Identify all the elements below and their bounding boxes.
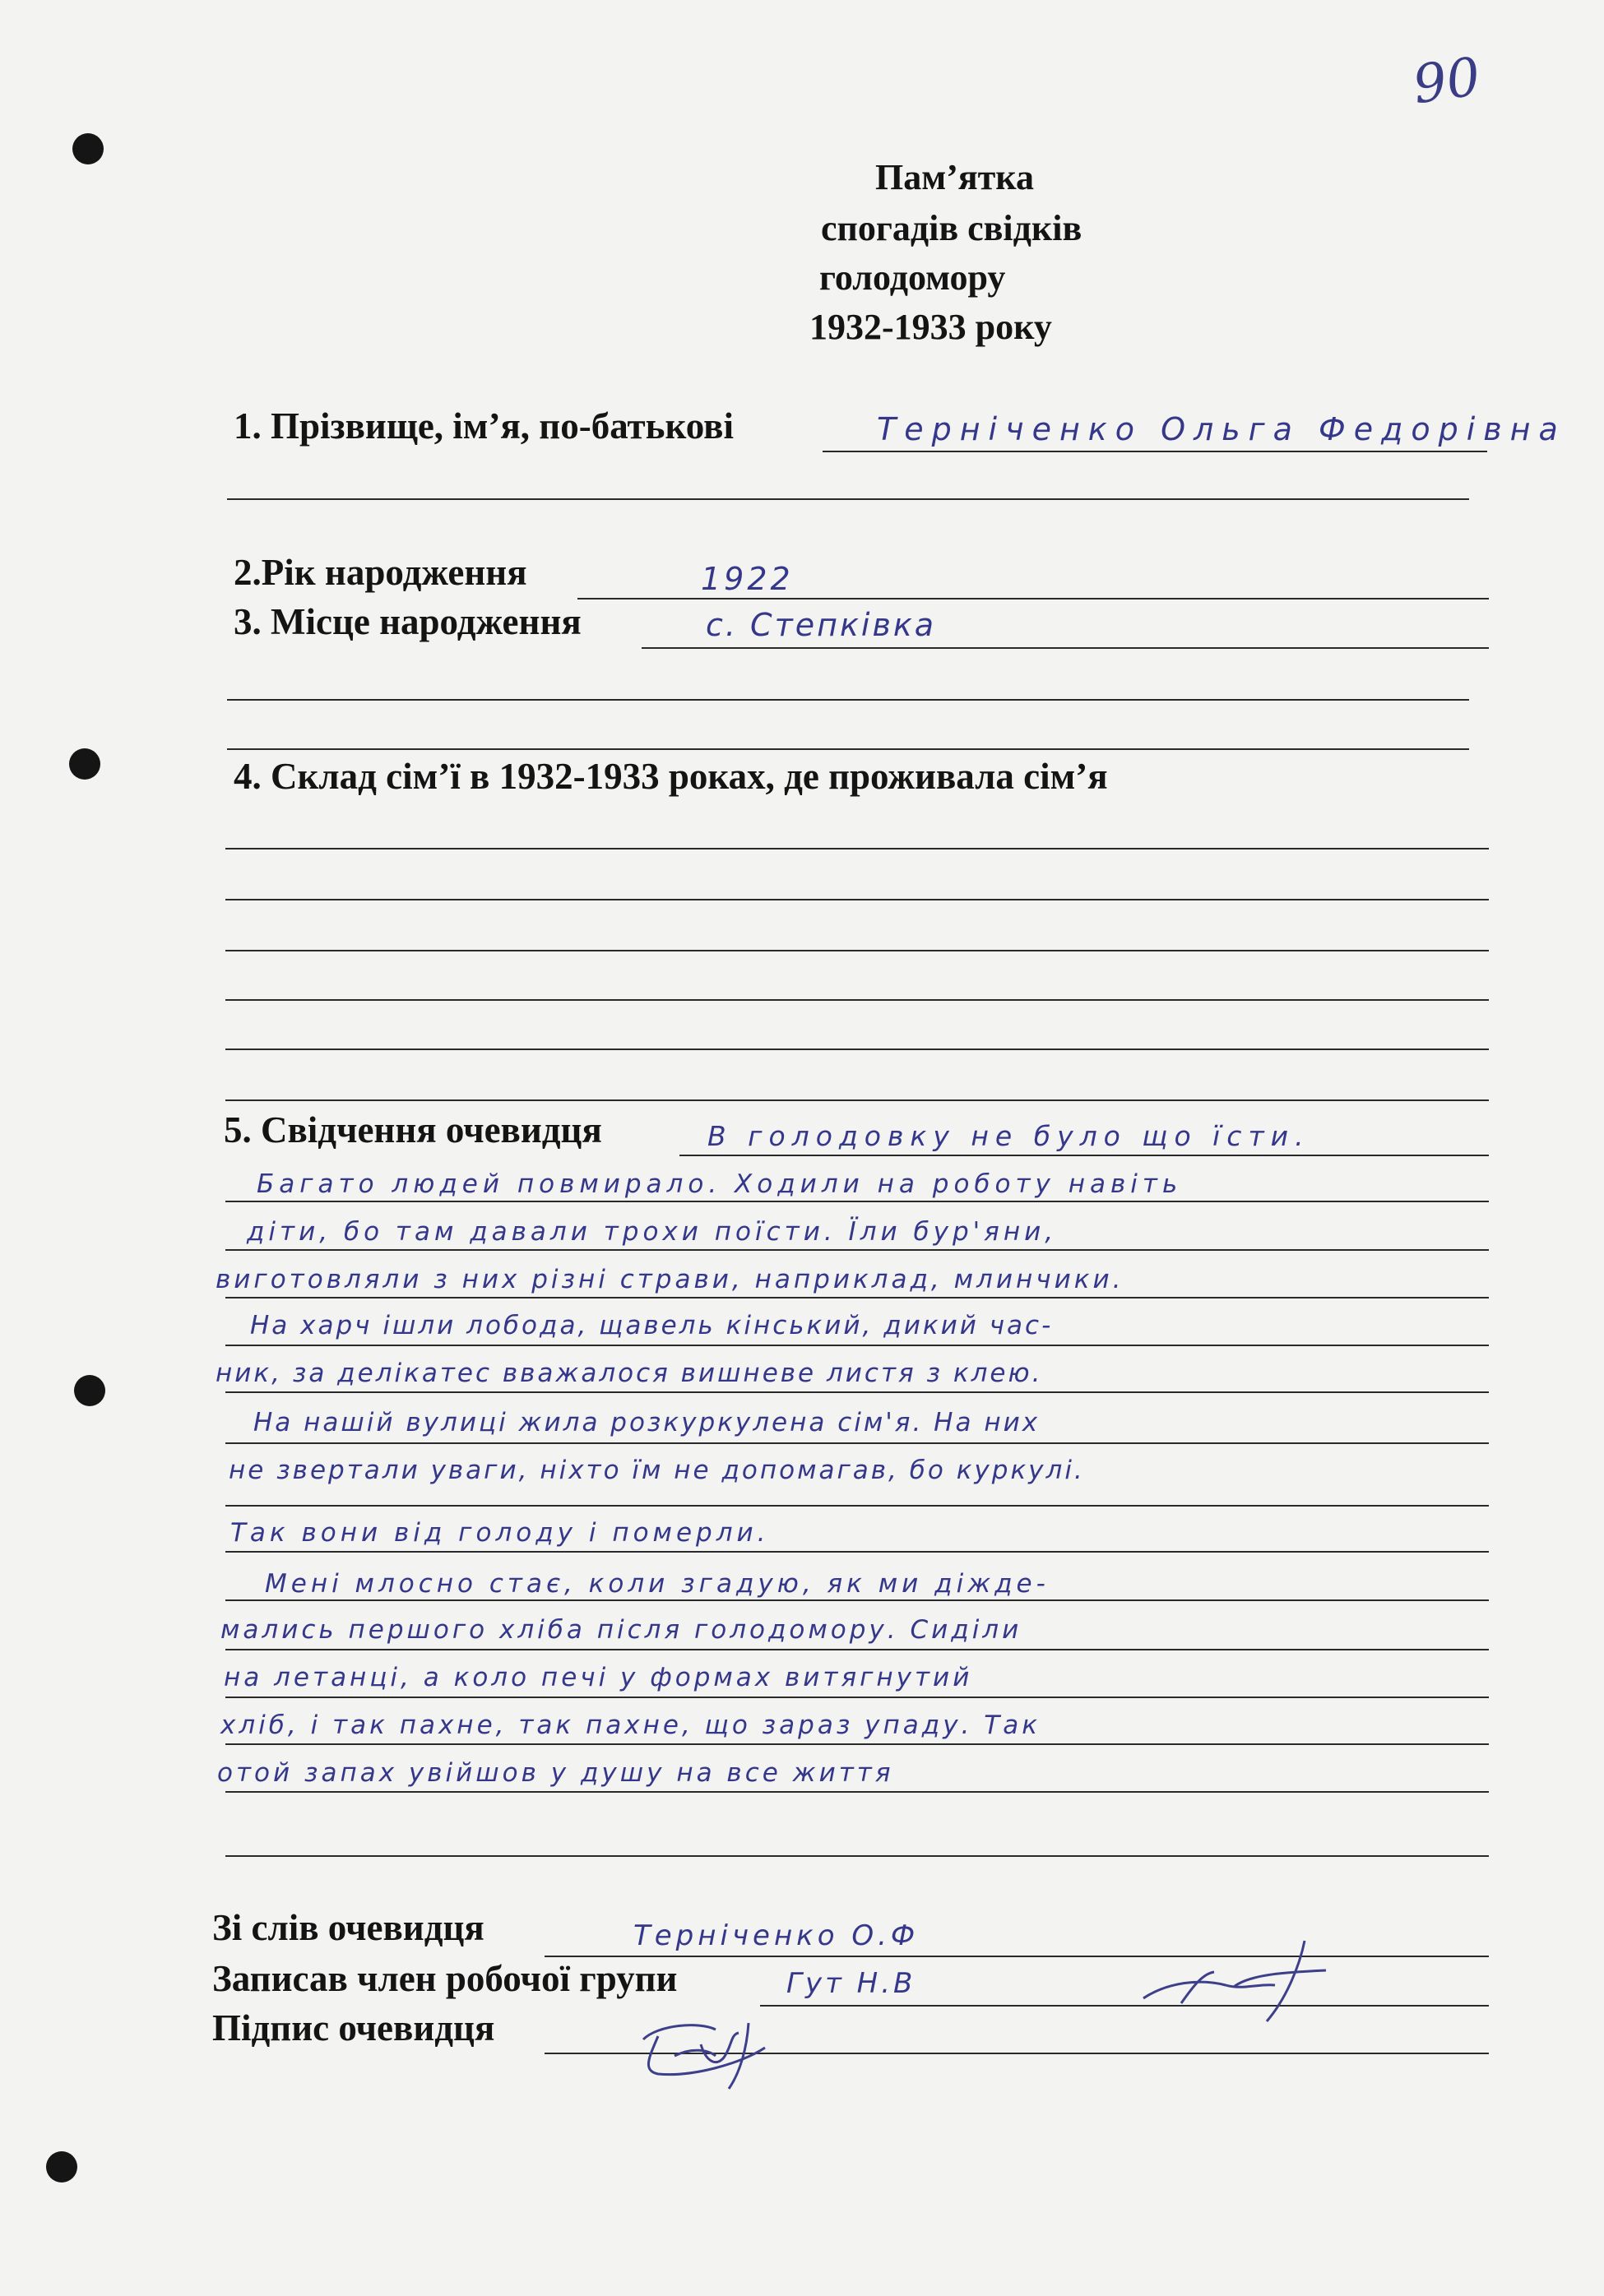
underline: [225, 899, 1489, 900]
testimony-line: отой запах увійшов у душу на все життя: [217, 1758, 894, 1788]
underline: [823, 451, 1487, 452]
recorded-by-value: Гут Н.В: [786, 1967, 916, 2000]
underline: [225, 1249, 1489, 1251]
recorder-signature: [1135, 1924, 1341, 2031]
witness-signature: [625, 2007, 790, 2097]
underline: [225, 1743, 1489, 1745]
testimony-line: Багато людей повмирало. Ходили на роботу навіть: [257, 1169, 1183, 1199]
underline: [227, 498, 1469, 500]
punch-hole: [72, 133, 104, 164]
underline: [577, 598, 1489, 599]
from-words-value: Терніченко О.Ф: [633, 1919, 920, 1952]
title-line-2: спогадів свідків: [821, 208, 1082, 248]
underline: [225, 1099, 1489, 1101]
underline: [225, 950, 1489, 951]
underline: [225, 1048, 1489, 1050]
testimony-line: На харч ішли лобода, щавель кінський, дикий час-: [250, 1311, 1054, 1340]
footer-label-from-words: Зі слів очевидця: [212, 1907, 484, 1948]
testimony-line: виготовляли з них різні страви, наприклад, млинчики.: [216, 1265, 1124, 1294]
title-line-3: голодомору: [819, 257, 1006, 298]
underline: [225, 848, 1489, 849]
underline: [225, 1297, 1489, 1298]
testimony-line: на летанці, а коло печі у формах витягнутий: [224, 1663, 973, 1692]
underline: [225, 1201, 1489, 1202]
underline: [227, 699, 1469, 701]
testimony-line: На нашій вулиці жила розкуркулена сім'я. На них: [253, 1408, 1041, 1437]
underline: [225, 1599, 1489, 1601]
testimony-line: Мені млосно стає, коли згадую, як ми діжде-: [265, 1569, 1050, 1599]
footer-label-recorded-by: Записав член робочої групи: [212, 1958, 678, 1999]
underline: [227, 748, 1469, 750]
underline: [679, 1155, 1489, 1156]
footer-label-witness-signature: Підпис очевидця: [212, 2007, 495, 2048]
testimony-line: діти, бо там давали трохи поїсти. Їли бур'яни,: [247, 1217, 1058, 1247]
punch-hole: [69, 748, 100, 780]
underline: [225, 1697, 1489, 1698]
underline: [225, 1505, 1489, 1507]
page-number: 90: [1409, 46, 1485, 117]
field-label-full-name: 1. Прізвище, ім’я, по-батькові: [234, 405, 734, 447]
underline: [225, 1791, 1489, 1793]
underline: [642, 647, 1489, 649]
field-label-birth-place: 3. Місце народження: [234, 601, 582, 642]
field-label-birth-year: 2.Рік народження: [234, 552, 527, 593]
testimony-line: мались першого хліба після голодомору. Сиділи: [220, 1615, 1022, 1645]
testimony-line: ник, за делікатес вважалося вишневе листя з клею.: [216, 1359, 1043, 1388]
birth-place-value: с. Степківка: [706, 607, 937, 643]
field-label-testimony: 5. Свідчення очевидця: [224, 1109, 602, 1150]
title-line-1: Пам’ятка: [875, 157, 1034, 197]
underline: [545, 1956, 1489, 1957]
underline: [225, 1551, 1489, 1553]
punch-hole: [74, 1375, 105, 1406]
underline: [225, 999, 1489, 1001]
underline: [225, 1649, 1489, 1650]
underline: [760, 2005, 1489, 2007]
title-line-4: 1932-1933 року: [809, 307, 1052, 347]
testimony-line: хліб, і так пахне, так пахне, що зараз упаду. Так: [220, 1710, 1041, 1740]
full-name-value: Терніченко Ольга Федорівна: [877, 411, 1566, 447]
underline: [225, 1345, 1489, 1346]
field-label-family: 4. Склад сім’ї в 1932-1933 роках, де проживала сім’я: [234, 756, 1108, 797]
birth-year-value: 1922: [701, 561, 794, 597]
underline: [225, 1855, 1489, 1857]
underline: [225, 1391, 1489, 1393]
punch-hole: [46, 2151, 77, 2183]
testimony-line: не звертали уваги, ніхто їм не допомагав, бо куркулі.: [229, 1456, 1085, 1485]
testimony-line: В голодовку не було що їсти.: [707, 1120, 1310, 1152]
underline: [225, 1442, 1489, 1444]
testimony-line: Так вони від голоду і померли.: [230, 1518, 770, 1548]
